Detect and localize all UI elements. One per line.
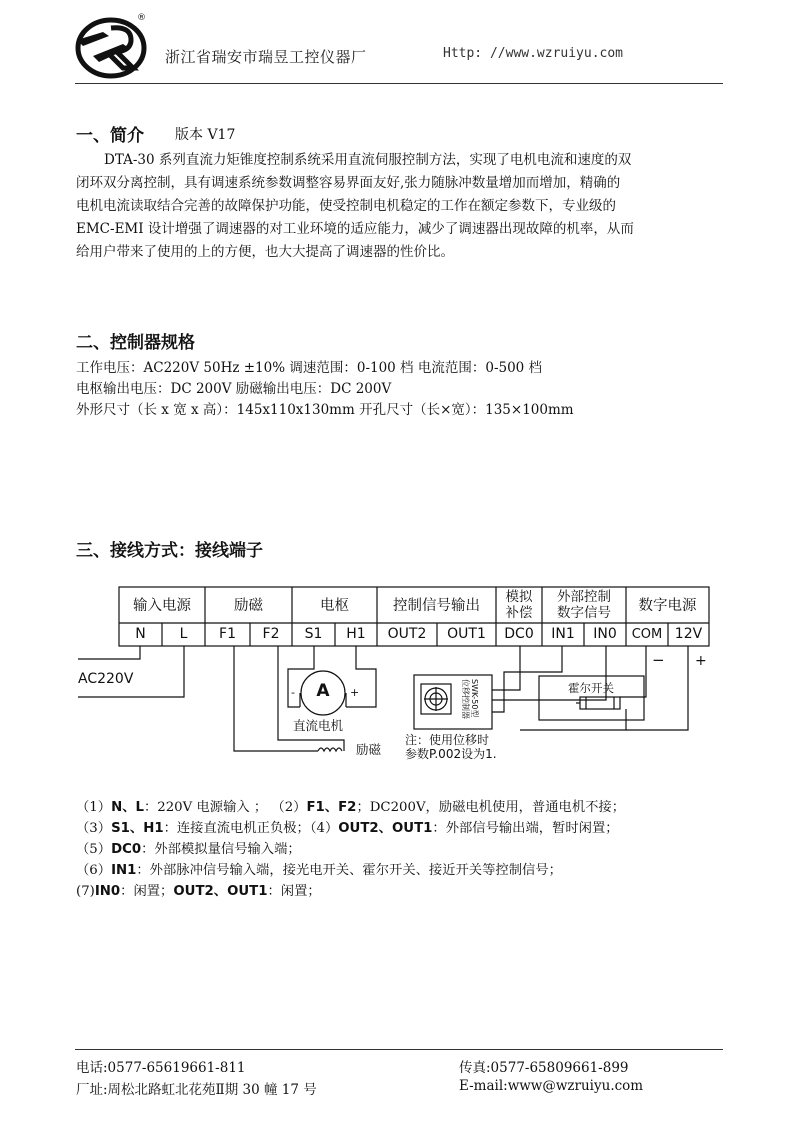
note-text: ：外部信号输出端，暂时闲置； xyxy=(432,821,619,836)
terminal-12v: 12V xyxy=(674,626,703,642)
group-input-power xyxy=(119,590,205,623)
note-index: （1） xyxy=(76,800,112,815)
note-term: IN1 xyxy=(111,863,137,878)
hall-switch-label: 霍尔开关 xyxy=(568,681,614,695)
motor-minus-sign: - xyxy=(291,686,295,699)
note-index: （3） xyxy=(76,821,112,836)
terminal-com: COM xyxy=(631,627,663,642)
registered-mark: ® xyxy=(137,13,146,23)
wiring-note xyxy=(76,881,321,902)
footer-tel: 电话:0577-65619661-811 xyxy=(76,1060,246,1076)
plus-sign: + xyxy=(695,653,707,669)
company-name: 浙江省瑞安市瑞昱工控仪器厂 xyxy=(165,48,367,66)
group-label: 励磁 xyxy=(234,598,263,614)
ac220v-label: AC220V xyxy=(78,671,134,687)
note-term: OUT2、OUT1 xyxy=(338,821,433,836)
terminal-in0: IN0 xyxy=(593,626,617,642)
terminal-f2: F2 xyxy=(262,626,280,642)
note-line-2: 参数P.002设为1. xyxy=(405,747,497,761)
note-term: N、L xyxy=(111,800,144,815)
group-label: 输入电源 xyxy=(133,598,191,614)
note-index: （6） xyxy=(76,863,112,878)
intro-heading: 一、简介 xyxy=(76,126,144,146)
footer-fax: 传真:0577-65809661-899 xyxy=(459,1060,629,1076)
group-label-2: 补偿 xyxy=(505,605,533,621)
terminal-f1: F1 xyxy=(219,626,236,642)
terminal-h1: H1 xyxy=(346,626,366,642)
note-line-1: 注：使用位移时 xyxy=(405,733,490,747)
note-text: ：闲置； xyxy=(120,884,174,899)
intro-line: EMC-EMI 设计增强了调速器的对工业环境的适应能力，减少了调速器出现故障的机率，从而 xyxy=(76,221,634,237)
motor-plus-sign: + xyxy=(350,686,360,699)
note-text: ；DC200V，励磁电机使用，普通电机不接； xyxy=(356,800,626,815)
group-armature xyxy=(292,590,377,623)
terminal-out1: OUT1 xyxy=(447,626,486,642)
note-term: OUT2、OUT1 xyxy=(173,884,268,899)
footer-email[interactable]: E-mail:www@wzruiyu.com xyxy=(459,1078,644,1094)
terminal-in1: IN1 xyxy=(551,626,575,642)
note-text: ：闲置； xyxy=(267,884,321,899)
intro-line: DTA-30 系列直流力矩锥度控制系统采用直流伺服控制方法，实现了电机电流和速度的双 xyxy=(104,152,632,168)
note-term: DC0 xyxy=(111,842,142,857)
group-label-2: 数字信号 xyxy=(557,605,611,621)
group-analog-comp xyxy=(496,589,542,621)
controller-name: 位移控制器 xyxy=(461,679,470,719)
terminal-dc0: DC0 xyxy=(504,626,534,642)
controller-label xyxy=(437,679,479,733)
note-text: ：外部模拟量信号输入端； xyxy=(141,842,301,857)
note-term: S1、H1 xyxy=(111,821,164,836)
wiring-note xyxy=(76,839,301,860)
website-link[interactable]: Http: //www.wzruiyu.com xyxy=(443,46,624,61)
note-text: ：220V 电源输入 ； （2） xyxy=(143,800,307,815)
note-text: ：连接直流电机正负极；（4） xyxy=(163,821,339,836)
spec-heading: 二、控制器规格 xyxy=(76,333,195,353)
spec-line: 外形尺寸（长 x 宽 x 高）：145x110x130mm 开孔尺寸（长×宽）：135×100mm xyxy=(76,402,574,418)
wiring-note xyxy=(76,818,619,839)
group-control-output xyxy=(377,590,496,623)
group-label: 控制信号输出 xyxy=(393,598,480,614)
terminal-n: N xyxy=(135,626,146,642)
group-label: 外部控制 xyxy=(557,589,611,605)
spec-line: 电枢输出电压：DC 200V 励磁输出电压：DC 200V xyxy=(76,381,392,397)
controller-model: SWK-50型 xyxy=(470,679,479,718)
group-ext-digital xyxy=(542,589,626,621)
note-index: (7) xyxy=(76,884,95,899)
wiring-note xyxy=(76,860,562,881)
wiring-heading: 三、接线方式：接线端子 xyxy=(76,541,263,561)
group-label: 数字电源 xyxy=(638,598,697,614)
note-text: ：外部脉冲信号输入端，接光电开关、霍尔开关、接近开关等控制信号； xyxy=(136,863,562,878)
intro-line: 给用户带来了使用的上的方便，也大大提高了调速器的性价比。 xyxy=(76,244,454,260)
group-label: 电枢 xyxy=(320,598,349,614)
note-index: （5） xyxy=(76,842,112,857)
version-label: 版本 V17 xyxy=(175,127,236,143)
group-digital-power xyxy=(626,590,709,623)
terminal-l: L xyxy=(179,626,188,642)
diagram-note xyxy=(405,733,497,761)
note-term: IN0 xyxy=(94,884,121,899)
footer-address: 厂址:周松北路虹北花苑Ⅱ期 30 幢 17 号 xyxy=(76,1082,317,1098)
field-label: 励磁 xyxy=(356,742,382,757)
wiring-note xyxy=(76,797,625,818)
footer-divider xyxy=(75,1049,723,1050)
motor-a-symbol: A xyxy=(316,681,330,701)
minus-sign: − xyxy=(652,651,665,669)
terminal-s1: S1 xyxy=(304,626,323,642)
group-excitation xyxy=(205,590,292,623)
terminal-out2: OUT2 xyxy=(387,626,427,642)
motor-label: 直流电机 xyxy=(293,718,344,733)
group-label: 模拟 xyxy=(505,589,533,605)
intro-line: 电机电流读取结合完善的故障保护功能，使受控制电机稳定的工作在额定参数下，专业级的 xyxy=(76,198,616,214)
note-term: F1、F2 xyxy=(306,800,357,815)
intro-line: 闭环双分离控制，具有调速系统参数调整容易界面友好,张力随脉冲数量增加而增加，精确的 xyxy=(76,175,621,191)
spec-line: 工作电压：AC220V 50Hz ±10% 调速范围：0-100 档 电流范围：0-500 档 xyxy=(76,360,543,376)
